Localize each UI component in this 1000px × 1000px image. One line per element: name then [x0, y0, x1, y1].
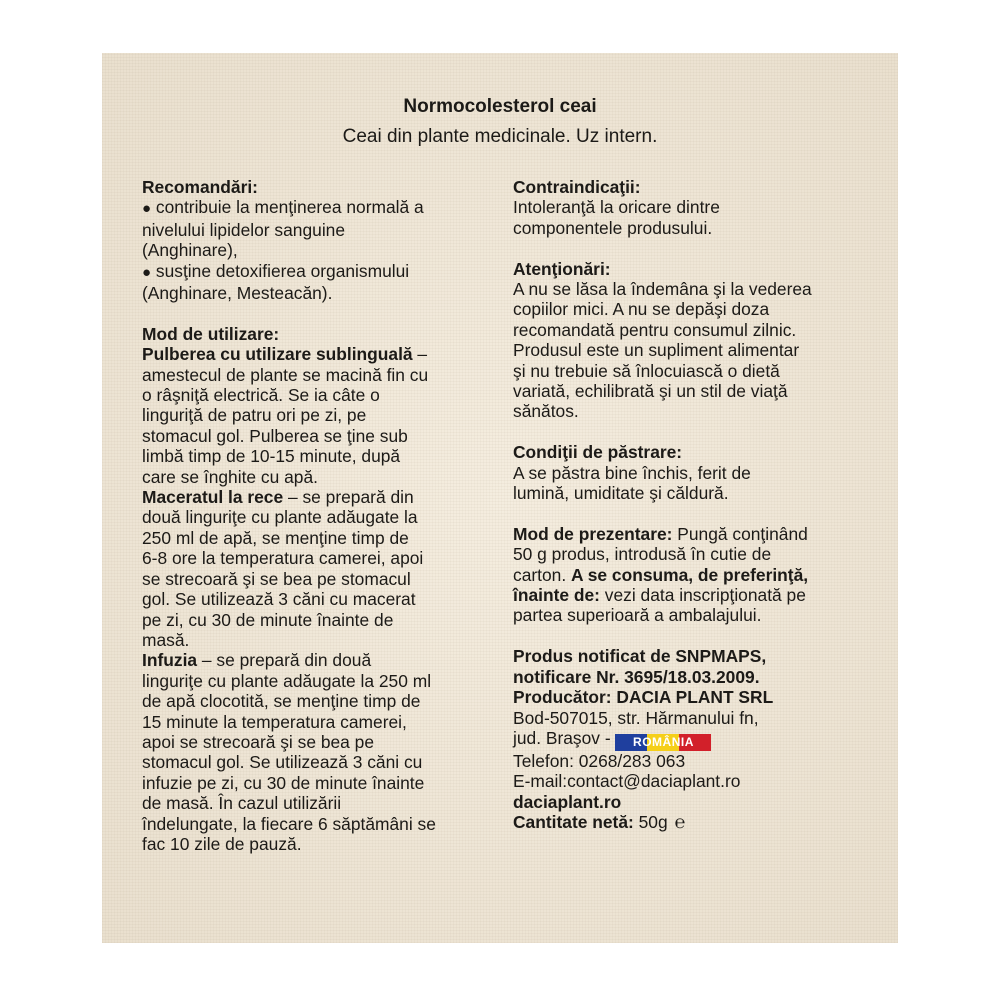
usage-text: două linguriţe cu plante adăugate la: [142, 507, 418, 528]
producer-email: E-mail:contact@daciaplant.ro: [513, 771, 741, 792]
usage-text: îndelungate, la fiecare 6 săptămâni se: [142, 813, 436, 834]
usage-text: limbă timp de 10-15 minute, după: [142, 446, 401, 467]
bullet-icon: ●: [142, 263, 152, 281]
producer-phone: Telefon: 0268/283 063: [513, 750, 686, 771]
producer-address: Bod-507015, str. Hărmanului fn,: [513, 707, 759, 728]
bullet-icon: ●: [142, 200, 152, 218]
warnings-text: copiilor mici. A nu se depăşi doza: [513, 299, 770, 320]
recommendation-text: contribuie la menţinerea normală a: [155, 197, 424, 218]
infusion-title: Infuzia: [142, 650, 198, 671]
best-before-label: înainte de:: [513, 585, 600, 606]
powder-method-title: Pulberea cu utilizare sublinguală: [142, 344, 413, 365]
recommendation-text: (Anghinare, Mesteacăn).: [142, 283, 333, 304]
usage-text: fac 10 zile de pauză.: [142, 833, 302, 854]
usage-text: gol. Se utilizează 3 căni cu macerat: [142, 589, 416, 610]
left-column: [142, 177, 494, 854]
usage-text: 6-8 ore la temperatura camerei, apoi: [142, 548, 424, 569]
recommendations-section: [142, 177, 494, 303]
presentation-section: [513, 524, 873, 626]
usage-text: linguriţe cu plante adăugate la 250 ml: [142, 670, 432, 691]
cold-maceration-title: Maceratul la rece: [142, 487, 284, 508]
presentation-text: carton.: [513, 564, 571, 585]
right-column: [513, 177, 873, 833]
contraindications-section: [513, 177, 873, 238]
usage-text: stomacul gol. Pulberea se ţine sub: [142, 425, 408, 446]
warnings-section: [513, 259, 873, 422]
storage-text: A se păstra bine închis, ferit de: [513, 462, 751, 483]
usage-text: – se prepară din: [283, 487, 414, 508]
usage-text: care se înghite cu apă.: [142, 466, 318, 487]
notification-text: Produs notificat de SNPMAPS,: [513, 646, 767, 667]
contraindications-heading: Contraindicaţii:: [513, 177, 641, 197]
presentation-text: partea superioară a ambalajului.: [513, 605, 762, 626]
usage-text: 250 ml de apă, se menţine timp de: [142, 527, 409, 548]
warnings-text: A nu se lăsa la îndemâna şi la vederea: [513, 279, 812, 300]
usage-text: 15 minute la temperatura camerei,: [142, 711, 407, 732]
warnings-text: recomandată pentru consumul zilnic.: [513, 319, 797, 340]
contraindications-text: componentele produsului.: [513, 217, 713, 238]
usage-text: infuzie pe zi, cu 30 de minute înainte: [142, 772, 425, 793]
warnings-text: Produsul este un supliment alimentar: [513, 340, 800, 361]
usage-section: [142, 324, 494, 855]
producer-address: jud. Braşov -: [513, 727, 616, 748]
usage-text: stomacul gol. Se utilizează 3 căni cu: [142, 752, 423, 773]
usage-text: amestecul de plante se macină fin cu: [142, 364, 429, 385]
presentation-heading: Mod de prezentare:: [513, 523, 673, 544]
product-title: Normocolesterol ceai: [403, 96, 597, 117]
warnings-text: variată, echilibrată şi un stil de viaţă: [513, 381, 788, 402]
usage-text: o râşniţă electrică. Se ia câte o: [142, 385, 380, 406]
net-quantity-label: Cantitate netă:: [513, 812, 634, 833]
contraindications-text: Intoleranţă la oricare dintre: [513, 197, 720, 218]
recommendation-text: nivelului lipidelor sanguine: [142, 219, 346, 240]
presentation-text: Pungă conţinând: [672, 523, 808, 544]
usage-text: apoi se strecoară şi se bea pe: [142, 731, 375, 752]
storage-text: lumină, umiditate şi căldură.: [513, 483, 729, 504]
romania-flag-badge: ROMÂNIA: [615, 734, 711, 751]
usage-text: –: [412, 344, 428, 365]
notification-text: notificare Nr. 3695/18.03.2009.: [513, 666, 760, 687]
presentation-text: 50 g produs, introdusă în cutie de: [513, 544, 772, 565]
usage-text: linguriţă de patru ori pe zi, pe: [142, 405, 367, 426]
usage-text: de apă clocotită, se menţine timp de: [142, 691, 421, 712]
warnings-text: sănătos.: [513, 401, 579, 422]
warnings-text: şi nu trebuie să înlocuiască o dietă: [513, 360, 780, 381]
storage-section: [513, 442, 873, 503]
warnings-heading: Atenţionări:: [513, 258, 611, 279]
recommendation-text: (Anghinare),: [142, 240, 238, 261]
best-before-label: A se consuma, de preferinţă,: [571, 564, 809, 585]
recommendation-text: susţine detoxifierea organismului: [155, 260, 410, 281]
recommendations-heading: Recomandări:: [142, 177, 258, 197]
usage-text: – se prepară din două: [197, 650, 372, 671]
tea-package-label: [102, 53, 898, 943]
producer-name: Producător: DACIA PLANT SRL: [513, 687, 774, 708]
product-subtitle: Ceai din plante medicinale. Uz intern.: [342, 126, 658, 147]
net-quantity-value: 50g: [633, 812, 673, 833]
usage-text: pe zi, cu 30 de minute înainte de: [142, 609, 394, 630]
usage-heading: Mod de utilizare:: [142, 323, 280, 344]
presentation-text: vezi data inscripţionată pe: [599, 585, 806, 606]
storage-heading: Condiţii de păstrare:: [513, 442, 683, 463]
usage-text: se strecoară şi se bea pe stomacul: [142, 568, 411, 589]
producer-section: [513, 646, 873, 832]
producer-website: daciaplant.ro: [513, 791, 622, 812]
usage-text: masă.: [142, 629, 190, 650]
estimated-sign-icon: ℮: [674, 812, 686, 833]
usage-text: de masă. În cazul utilizării: [142, 793, 342, 814]
